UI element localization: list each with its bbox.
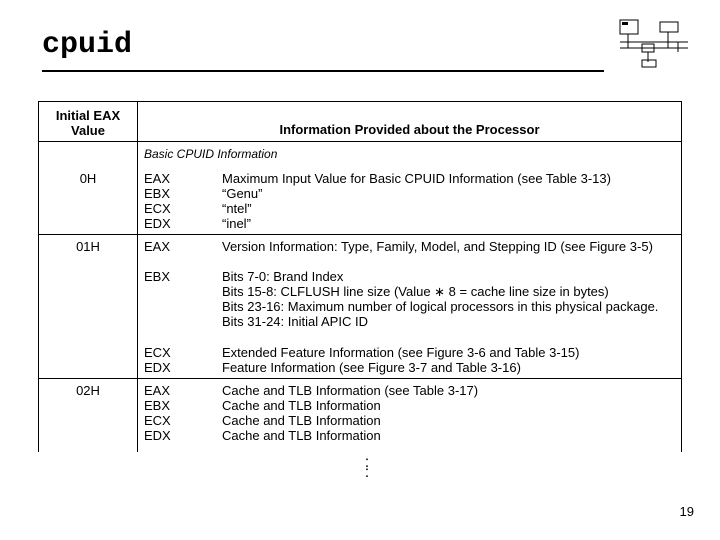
register-name: ECX bbox=[144, 201, 171, 216]
title-underline bbox=[42, 70, 604, 72]
register-name: EDX bbox=[144, 428, 171, 443]
register-description: Cache and TLB Information bbox=[222, 398, 381, 413]
basic-cpuid-label: Basic CPUID Information bbox=[144, 147, 278, 161]
register-description: Bits 23-16: Maximum number of logical processors in this physical package. bbox=[222, 299, 659, 314]
cpuid-table bbox=[38, 101, 682, 452]
register-name: EAX bbox=[144, 239, 171, 254]
header-eax-text: Initial EAX Value bbox=[55, 108, 121, 138]
row-divider bbox=[39, 378, 681, 379]
register-description: “Genu” bbox=[222, 186, 263, 201]
register-name: EBX bbox=[144, 398, 171, 413]
register-name: ECX bbox=[144, 413, 171, 428]
register-description: “ntel” bbox=[222, 201, 252, 216]
eax-value: 01H bbox=[76, 239, 100, 254]
eax-value: 0H bbox=[79, 171, 97, 186]
column-divider bbox=[137, 102, 138, 452]
header-divider bbox=[39, 141, 681, 142]
slide-title: cpuid bbox=[42, 28, 133, 62]
register-description: “inel” bbox=[222, 216, 251, 231]
register-name: EBX bbox=[144, 186, 171, 201]
page-number: 19 bbox=[679, 504, 694, 519]
system-diagram-logo bbox=[618, 18, 690, 70]
register-name: EBX bbox=[144, 269, 171, 284]
row-divider bbox=[39, 234, 681, 235]
continuation-ellipsis: : : bbox=[364, 454, 370, 481]
register-description: Cache and TLB Information bbox=[222, 428, 381, 443]
register-description: Version Information: Type, Family, Model, and Stepping ID (see Figure 3-5) bbox=[222, 239, 653, 254]
register-name: ECX bbox=[144, 345, 171, 360]
register-description: Cache and TLB Information bbox=[222, 413, 381, 428]
register-description: Feature Information (see Figure 3-7 and Table 3-16) bbox=[222, 360, 521, 375]
register-name: EDX bbox=[144, 216, 171, 231]
register-name: EDX bbox=[144, 360, 171, 375]
header-info: Information Provided about the Processor bbox=[279, 122, 540, 137]
register-description: Bits 15-8: CLFLUSH line size (Value ∗ 8 = cache line size in bytes) bbox=[222, 284, 609, 299]
register-description: Maximum Input Value for Basic CPUID Information (see Table 3-13) bbox=[222, 171, 611, 186]
register-name: EAX bbox=[144, 383, 171, 398]
register-description: Bits 7-0: Brand Index bbox=[222, 269, 344, 284]
register-description: Extended Feature Information (see Figure 3-6 and Table 3-15) bbox=[222, 345, 580, 360]
register-description: Cache and TLB Information (see Table 3-17) bbox=[222, 383, 479, 398]
eax-value: 02H bbox=[76, 383, 100, 398]
register-name: EAX bbox=[144, 171, 171, 186]
header-eax bbox=[39, 108, 137, 138]
register-description: Bits 31-24: Initial APIC ID bbox=[222, 314, 368, 329]
